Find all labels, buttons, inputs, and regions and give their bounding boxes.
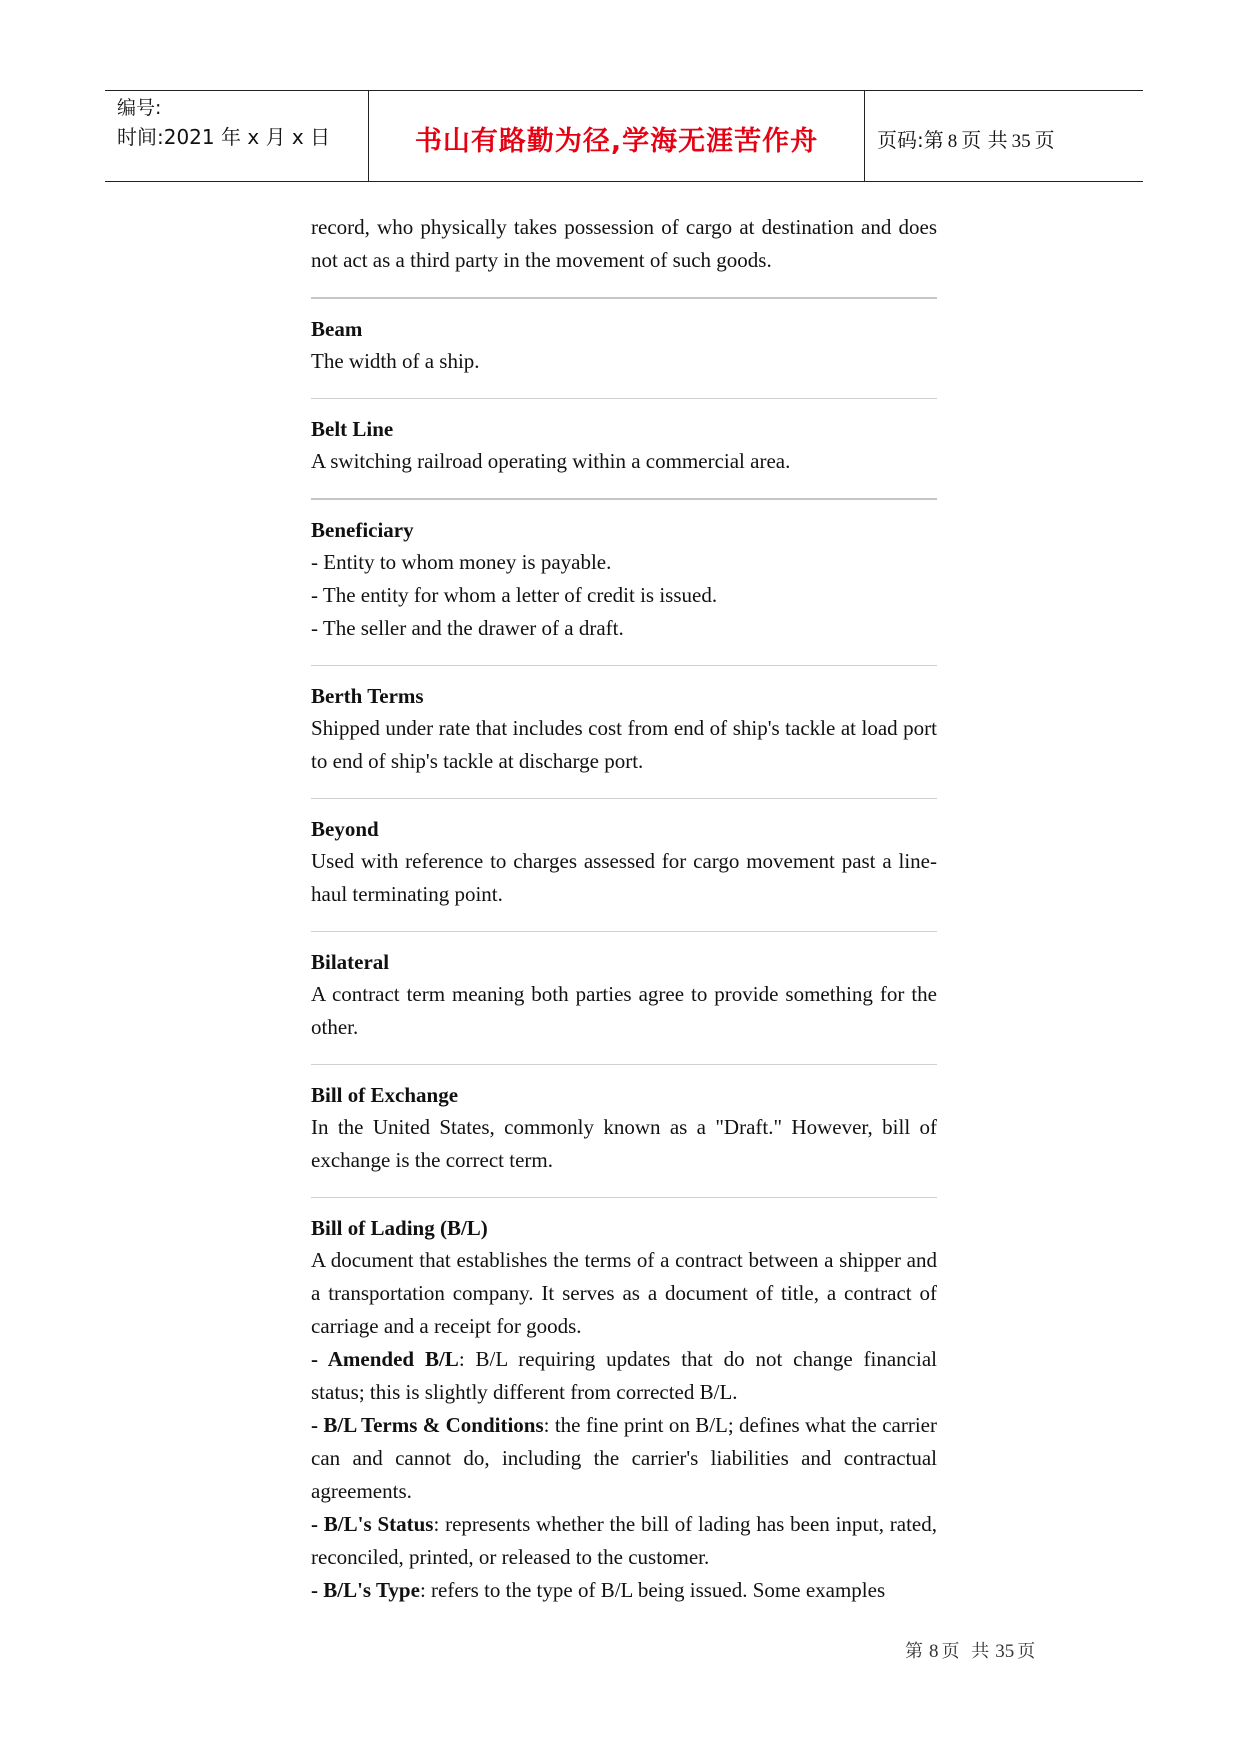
- divider: [311, 1197, 937, 1198]
- sub-definition: [311, 1343, 937, 1409]
- header-page-cell: [865, 91, 1143, 181]
- glossary-entry-bilateral: [311, 946, 937, 1044]
- glossary-entry-belt-line: [311, 413, 937, 478]
- entry-definition: Used with reference to charges assessed for cargo movement past a line-haul terminating point.: [311, 849, 937, 906]
- header-motto: 书山有路勤为径,学海无涯苦作舟: [414, 126, 819, 157]
- entry-term: Beam: [311, 317, 363, 341]
- entry-definition: A contract term meaning both parties agree to provide something for the other.: [311, 982, 937, 1039]
- entry-term: Belt Line: [311, 417, 394, 441]
- divider: [311, 498, 937, 500]
- page-current: 8: [947, 131, 958, 152]
- entry-term: Bill of Lading (B/L): [311, 1216, 488, 1240]
- sub-definition: [311, 1409, 937, 1508]
- entry-definition: Shipped under rate that includes cost from end of ship's tackle at load port to end of ship's tackle at discharge port.: [311, 716, 937, 773]
- page-mid: 页 共: [961, 128, 1008, 152]
- page-total: 35: [1011, 131, 1031, 152]
- header-meta-cell: [105, 91, 369, 181]
- sub-text: : B/L requiring updates that do not change financial status; this is slightly different from corrected B/L.: [311, 1347, 937, 1404]
- sub-dash: -: [311, 1512, 324, 1536]
- entry-definition: The width of a ship.: [311, 349, 480, 373]
- glossary-entry-bill-of-exchange: [311, 1079, 937, 1177]
- sub-dash: -: [311, 1578, 324, 1602]
- sub-text: : the fine print on B/L; defines what the carrier can and cannot do, including the carrier's liabilities and contractual agreements.: [311, 1413, 937, 1503]
- continued-definition: record, who physically takes possession of cargo at destination and does not act as a third party in the movement of such goods.: [311, 215, 937, 272]
- sub-dash: -: [311, 1347, 328, 1371]
- entry-term: Beneficiary: [311, 518, 414, 542]
- divider: [311, 931, 937, 932]
- sub-term: Amended B/L: [327, 1347, 459, 1371]
- divider: [311, 665, 937, 666]
- footer-prefix: 第: [905, 1641, 926, 1662]
- entry-definition: In the United States, commonly known as a "Draft." However, bill of exchange is the correct term.: [311, 1115, 937, 1172]
- footer-current: 8: [929, 1641, 939, 1662]
- footer-page-number: [905, 1637, 1038, 1663]
- footer-mid: 页 共: [941, 1641, 993, 1662]
- page-prefix: 页码:第: [877, 128, 944, 152]
- page-suffix: 页: [1034, 128, 1055, 152]
- footer-total: 35: [995, 1641, 1015, 1662]
- document-code-label: 编号:: [117, 97, 162, 119]
- glossary-entry-beam: [311, 313, 937, 378]
- glossary-entry-bill-of-lading: [311, 1212, 937, 1607]
- header-motto-cell: [369, 91, 865, 181]
- glossary-entry-beyond: [311, 813, 937, 911]
- header-table: [105, 90, 1143, 182]
- footer-suffix: 页: [1017, 1641, 1039, 1662]
- header-page-number: [877, 124, 1055, 153]
- entry-definition-line: - The seller and the drawer of a draft.: [311, 616, 624, 640]
- entry-term: Beyond: [311, 817, 379, 841]
- entry-term: Berth Terms: [311, 684, 424, 708]
- document-date-label: 时间:2021 年 x 月 x 日: [117, 125, 331, 149]
- sub-term: B/L's Type: [323, 1578, 420, 1602]
- sub-text: : represents whether the bill of lading has been input, rated, reconciled, printed, or released to the customer.: [311, 1512, 938, 1569]
- divider: [311, 1064, 937, 1065]
- entry-definition-line: - The entity for whom a letter of credit is issued.: [311, 583, 718, 607]
- divider: [311, 798, 937, 799]
- entry-term: Bill of Exchange: [311, 1083, 459, 1107]
- sub-definition: [311, 1508, 937, 1574]
- divider: [311, 398, 937, 399]
- entry-definition: A document that establishes the terms of a contract between a shipper and a transportation company. It serves as a document of title, a contract of carriage and a receipt for goods.: [311, 1248, 937, 1338]
- entry-definition-line: - Entity to whom money is payable.: [311, 550, 612, 574]
- sub-term: B/L Terms & Conditions: [323, 1413, 544, 1437]
- entry-term: Bilateral: [311, 950, 390, 974]
- entry-definition: A switching railroad operating within a commercial area.: [311, 449, 791, 473]
- divider: [311, 297, 937, 299]
- glossary-entry-berth-terms: [311, 680, 937, 778]
- sub-dash: -: [311, 1413, 324, 1437]
- glossary-entry-beneficiary: [311, 514, 937, 645]
- sub-text: : refers to the type of B/L being issued. Some examples: [419, 1578, 886, 1602]
- sub-term: B/L's Status: [323, 1512, 434, 1536]
- sub-definition: [311, 1574, 937, 1607]
- glossary-content: [311, 211, 937, 1607]
